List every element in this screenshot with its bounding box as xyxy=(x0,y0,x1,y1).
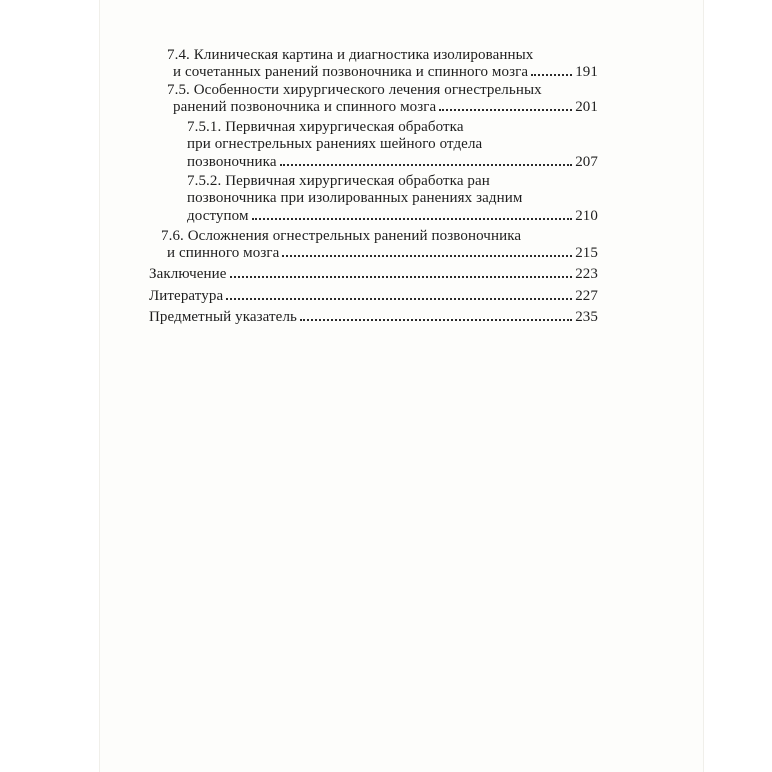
toc-entry-title: доступом xyxy=(187,208,249,224)
toc-entry-7-4-line-1: 7.4. Клиническая картина и диагностика изолированных xyxy=(167,47,534,63)
toc-entry-7-6[interactable] xyxy=(167,245,598,262)
leader-dots xyxy=(531,74,572,76)
page-number: 191 xyxy=(575,64,598,80)
page-number: 227 xyxy=(575,288,598,304)
leader-dots xyxy=(300,319,572,321)
page-number: 201 xyxy=(575,99,598,115)
toc-entry-title: ранений позвоночника и спинного мозга xyxy=(173,99,437,115)
leader-dots xyxy=(252,218,573,220)
leader-dots xyxy=(439,109,572,111)
leader-dots xyxy=(226,298,572,300)
toc-entry-7-5-1-line-1: 7.5.1. Первичная хирургическая обработка xyxy=(187,119,464,135)
leader-dots xyxy=(230,276,573,278)
toc-entry-conclusion[interactable] xyxy=(149,266,598,283)
toc-entry-7-5-2-line-1: 7.5.2. Первичная хирургическая обработка ран xyxy=(187,173,490,189)
toc-entry-7-5-line-1: 7.5. Особенности хирургического лечения огнестрельных xyxy=(167,82,542,98)
toc-entry-title: Литература xyxy=(149,288,224,304)
page-number: 210 xyxy=(575,208,598,224)
page-number: 235 xyxy=(575,309,598,325)
toc-entry-title: и спинного мозга xyxy=(167,245,280,261)
page-number: 215 xyxy=(575,245,598,261)
page-number: 223 xyxy=(575,266,598,282)
toc-entry-7-6-line-1: 7.6. Осложнения огнестрельных ранений позвоночника xyxy=(161,228,522,244)
page-number: 207 xyxy=(575,154,598,170)
toc-entry-subject-index[interactable] xyxy=(149,309,598,326)
toc-entry-title: Заключение xyxy=(149,266,227,282)
toc-entry-7-4[interactable] xyxy=(173,64,598,81)
toc-entry-7-5-1[interactable] xyxy=(187,154,598,171)
toc-entry-7-5-2[interactable] xyxy=(187,208,598,225)
toc-entry-7-5[interactable] xyxy=(173,99,598,116)
leader-dots xyxy=(282,255,572,257)
toc-entry-7-5-2-line-2: позвоночника при изолированных ранениях задним xyxy=(187,190,523,206)
toc-entry-title: Предметный указатель xyxy=(149,309,297,325)
toc-entry-title: позвоночника xyxy=(187,154,277,170)
toc-entry-title: и сочетанных ранений позвоночника и спинного мозга xyxy=(173,64,529,80)
toc-entry-literature[interactable] xyxy=(149,288,598,305)
toc-entry-7-5-1-line-2: при огнестрельных ранениях шейного отдела xyxy=(187,136,483,152)
leader-dots xyxy=(280,164,573,166)
